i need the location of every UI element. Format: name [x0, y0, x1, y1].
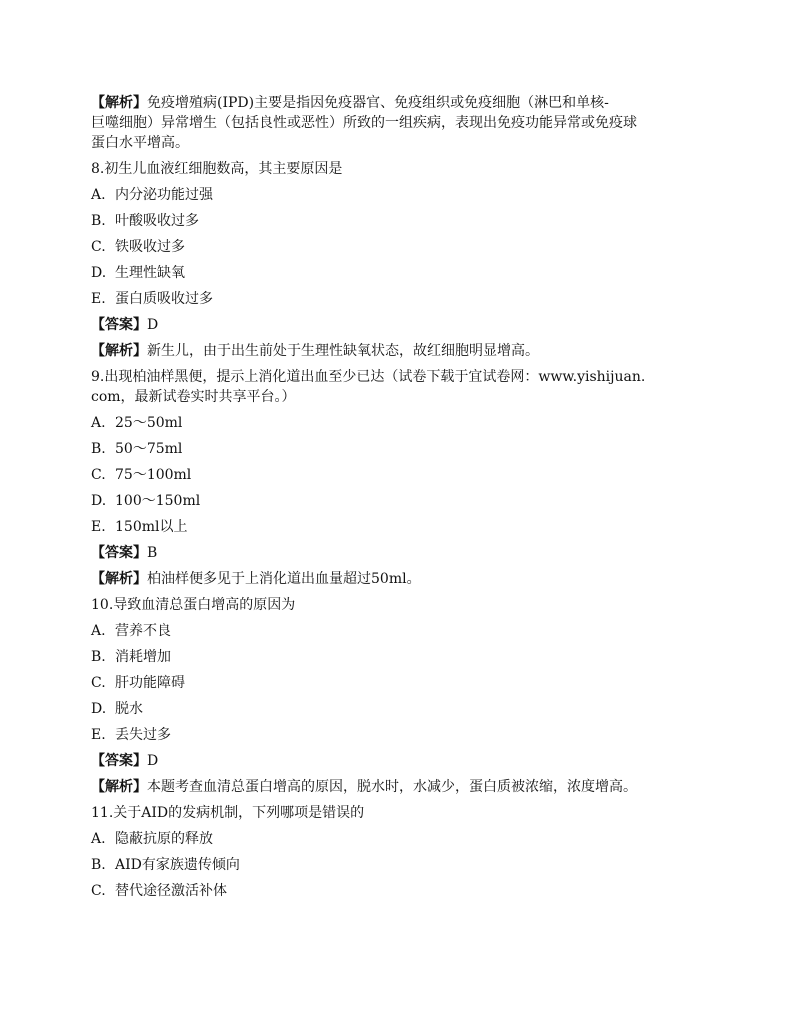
analysis-text: 柏油样便多见于上消化道出血量超过50ml。 — [147, 571, 421, 587]
answer-tag: 【答案】 — [91, 317, 147, 333]
answer-tag: 【答案】 — [91, 753, 147, 769]
q7-analysis — [91, 93, 711, 153]
question-10 — [91, 595, 711, 797]
q8-analysis — [91, 341, 711, 361]
answer-value: B — [147, 545, 158, 561]
question-10-stem: 10.导致血清总蛋白增高的原因为 — [91, 597, 296, 613]
answer-value: D — [147, 317, 159, 333]
q10-option-b: B. 消耗增加 — [91, 649, 171, 665]
q8-option-a: A. 内分泌功能过强 — [91, 187, 213, 203]
q9-option-c: C. 75～100ml — [91, 467, 192, 483]
q10-option-c: C. 肝功能障碍 — [91, 675, 185, 691]
q7-analysis-line-1 — [91, 93, 711, 113]
analysis-text: 免疫增殖病(IPD)主要是指因免疫器官、免疫组织或免疫细胞（淋巴和单核- — [147, 95, 609, 111]
analysis-tag: 【解析】 — [91, 571, 147, 587]
analysis-tag: 【解析】 — [91, 779, 147, 795]
q11-option-a: A. 隐蔽抗原的释放 — [91, 831, 213, 847]
q8-answer — [91, 315, 711, 335]
q8-option-d: D. 生理性缺氧 — [91, 265, 185, 281]
q8-option-b: B. 叶酸吸收过多 — [91, 213, 199, 229]
q7-analysis-line-2: 巨噬细胞）异常增生（包括良性或恶性）所致的一组疾病，表现出免疫功能异常或免疫球 — [91, 115, 637, 131]
q9-option-d: D. 100～150ml — [91, 493, 201, 509]
q9-answer — [91, 543, 711, 563]
q10-answer — [91, 751, 711, 771]
document-content — [91, 93, 711, 901]
question-9-stem-line-2: com，最新试卷实时共享平台。） — [91, 389, 296, 405]
q10-option-d: D. 脱水 — [91, 701, 143, 717]
analysis-text: 本题考查血清总蛋白增高的原因，脱水时，水减少，蛋白质被浓缩，浓度增高。 — [147, 779, 637, 795]
analysis-tag: 【解析】 — [91, 343, 147, 359]
question-9 — [91, 367, 711, 589]
question-8-stem: 8.初生儿血液红细胞数高，其主要原因是 — [91, 161, 343, 177]
q8-option-e: E. 蛋白质吸收过多 — [91, 291, 213, 307]
q8-option-c: C. 铁吸收过多 — [91, 239, 185, 255]
q9-option-b: B. 50～75ml — [91, 441, 183, 457]
q10-option-e: E. 丢失过多 — [91, 727, 171, 743]
question-11-stem: 11.关于AID的发病机制，下列哪项是错误的 — [91, 805, 365, 821]
answer-value: D — [147, 753, 159, 769]
analysis-tag: 【解析】 — [91, 95, 147, 111]
q9-option-a: A. 25～50ml — [91, 415, 183, 431]
question-11 — [91, 803, 711, 901]
q11-option-b: B. AID有家族遗传倾向 — [91, 857, 240, 873]
q7-analysis-line-3: 蛋白水平增高。 — [91, 135, 189, 151]
q9-analysis — [91, 569, 711, 589]
answer-tag: 【答案】 — [91, 545, 147, 561]
q11-option-c: C. 替代途径激活补体 — [91, 883, 227, 899]
question-9-stem-line-1: 9.出现柏油样黑便，提示上消化道出血至少已达（试卷下载于宜试卷网：www.yishijuan. — [91, 369, 646, 385]
q10-option-a: A. 营养不良 — [91, 623, 171, 639]
q10-analysis — [91, 777, 711, 797]
q9-option-e: E. 150ml以上 — [91, 519, 188, 535]
question-8 — [91, 159, 711, 361]
analysis-text: 新生儿，由于出生前处于生理性缺氧状态，故红细胞明显增高。 — [147, 343, 539, 359]
